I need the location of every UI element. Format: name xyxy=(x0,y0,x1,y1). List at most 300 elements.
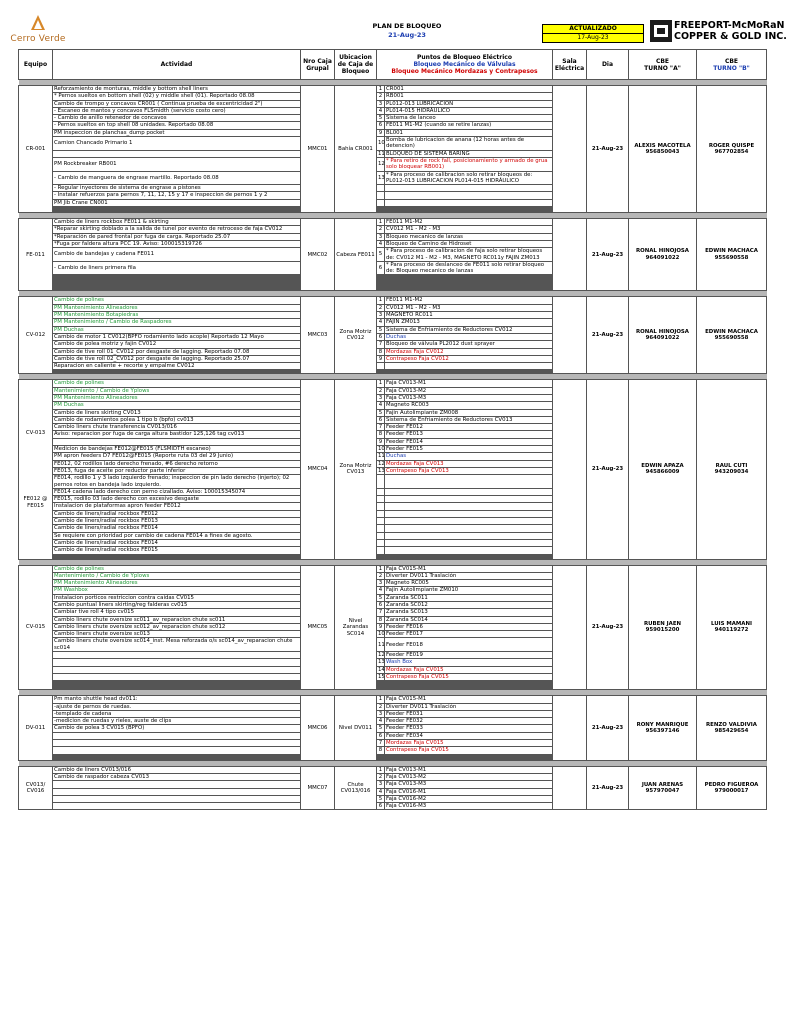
point-number xyxy=(377,532,385,539)
activity-cell: Cambio de raspador cabeza CV013 xyxy=(53,773,301,780)
lockout-table xyxy=(18,49,767,810)
point-number: 12 xyxy=(378,652,385,659)
dia-cell: 21-Aug-23 xyxy=(587,297,629,374)
activity-cell xyxy=(53,803,301,810)
point-number: 5 xyxy=(377,409,385,416)
point-number: 9 xyxy=(377,355,385,362)
cbe-b-cell xyxy=(697,696,767,760)
point-number: 5 xyxy=(377,795,385,802)
cbe-a-name: EDWIN APAZA xyxy=(641,463,684,470)
cbe-a-cell xyxy=(629,297,697,374)
point-number: 15 xyxy=(378,673,385,680)
point-number: 5 xyxy=(377,326,385,333)
point-number: 4 xyxy=(377,587,385,594)
activity-cell: PM Mantenimiento Alineadores xyxy=(53,304,301,311)
point-text xyxy=(385,475,553,489)
point-number: 3 xyxy=(377,312,385,319)
equipo-label: CV-013 xyxy=(25,430,46,436)
point-text: Feeder FE018 xyxy=(385,638,553,652)
activity-cell: Cambio de liners/radial rockbox FE014 xyxy=(53,539,301,546)
activity-cell: Cambio de tive roll 02_CV012 por desgaste de lagging. Reportado 25.07 xyxy=(53,355,301,362)
cbe-b-cell xyxy=(697,297,767,374)
equipo-cell xyxy=(19,565,53,690)
equipo-cell xyxy=(19,219,53,291)
activity-cell: Cambio liners chute oversize sc011_av_reparacion chute sc011 xyxy=(53,616,301,623)
activity-cell: - Instalar refuerzos para pernos 7, 11, 12, 15 y 17 e inspeccion de pernos 1 y 2 xyxy=(53,192,301,199)
point-number: 2 xyxy=(377,387,385,394)
activity-cell: Cambio de tive roll 01_CV012 por desgaste de lagging. Reportado 07.08 xyxy=(53,348,301,355)
spacer xyxy=(20,436,51,496)
freeport-mark-icon xyxy=(650,20,672,42)
point-text: Fajin Autolimpiante ZM010 xyxy=(385,587,553,594)
activity-cell: Cambio liners chute oversize sc012_av_reparacion chute sc012 xyxy=(53,623,301,630)
point-text: Faja CV015-M1 xyxy=(385,696,553,703)
cbe-b-name: RAUL CUTI xyxy=(715,463,748,470)
point-text: Feeder FE014 xyxy=(385,438,553,445)
point-text xyxy=(385,199,553,206)
point-number xyxy=(377,547,385,554)
ubicacion-cell: Zona Motriz CV012 xyxy=(335,297,377,374)
cbe-a-phone: 957970047 xyxy=(645,788,680,795)
col-equipo: Equipo xyxy=(19,50,53,80)
point-number: 9 xyxy=(377,129,385,136)
cbe-b-phone: 955690558 xyxy=(714,335,749,342)
cbe-b-name: PEDRO FIGUEROA xyxy=(704,781,759,788)
col-sala: Sala Eléctrica xyxy=(553,50,587,80)
activity-cell: Pm manto shuttle head dv011: xyxy=(53,696,301,703)
point-text: Diverter DV011 Traslación xyxy=(385,703,553,710)
point-number xyxy=(377,363,385,370)
logo-text: Cerro Verde xyxy=(10,34,66,44)
activity-cell: Cambio de liners CV013/016 xyxy=(53,766,301,773)
point-number xyxy=(377,503,385,510)
cbe-b-cell xyxy=(697,766,767,810)
activity-cell: PM Mantenimiento Alineadores xyxy=(53,580,301,587)
point-text: Feeder FE013 xyxy=(385,431,553,438)
point-number xyxy=(377,539,385,546)
activity-cell: PM Mantenimiento Alineadores xyxy=(53,394,301,401)
point-text xyxy=(385,525,553,532)
col-puntos-title: Puntos de Bloqueo Eléctrico xyxy=(417,54,512,61)
activity-cell: Cambiar tive roll 4 tipo cv015 xyxy=(53,609,301,616)
point-text: Feeder FE033 xyxy=(385,725,553,732)
point-number: 1 xyxy=(377,380,385,387)
point-text: Faja CV013-M1 xyxy=(385,380,553,387)
activity-cell: Instalacion porticos restriccion contra caidas CV015 xyxy=(53,594,301,601)
table-row xyxy=(19,219,767,226)
point-text: Bomba de lubricacion de anana (12 horas antes de detencion) xyxy=(385,137,553,151)
caja-cell: MMC03 xyxy=(301,297,335,374)
point-number: 5 xyxy=(377,725,385,732)
freeport-logo-line1: FREEPORT-McMoRaN xyxy=(674,20,785,31)
point-text: Sistema de lanceo xyxy=(385,115,553,122)
activity-cell xyxy=(53,795,301,802)
cbe-a-cell xyxy=(629,565,697,690)
point-number: 8 xyxy=(377,348,385,355)
activity-cell: PM Mantenimiento / Cambio de Raspadores xyxy=(53,319,301,326)
point-number: 8 xyxy=(377,747,385,754)
point-number xyxy=(377,496,385,503)
activity-cell: -ajuste de pernos de ruedas. xyxy=(53,703,301,710)
point-number: 9 xyxy=(377,623,385,630)
point-number xyxy=(377,518,385,525)
point-number: 2 xyxy=(377,226,385,233)
dia-cell: 21-Aug-23 xyxy=(587,696,629,760)
point-text: Faja CV016-M1 xyxy=(385,788,553,795)
point-number: 7 xyxy=(377,609,385,616)
cbe-a-cell xyxy=(629,766,697,810)
point-number xyxy=(377,192,385,199)
point-number: 5 xyxy=(377,115,385,122)
activity-cell xyxy=(53,652,301,659)
point-number: 4 xyxy=(377,319,385,326)
activity-cell: Cambio de liners/radial rockbox FE012 xyxy=(53,510,301,517)
point-text: Faja CV013-M2 xyxy=(385,773,553,780)
point-text: Fajin Autolimpiante ZM008 xyxy=(385,409,553,416)
col-cbe-b xyxy=(697,50,767,80)
point-text: Faja CV013-M1 xyxy=(385,766,553,773)
point-number xyxy=(377,510,385,517)
point-number: 6 xyxy=(377,122,385,129)
activity-cell: Cambio de liners skirting CV013 xyxy=(53,409,301,416)
activity-cell: Cambio de liners/radial rockbox FE015 xyxy=(53,547,301,554)
cerro-verde-logo xyxy=(8,14,68,44)
activity-cell: PM Duchas xyxy=(53,402,301,409)
activity-cell: Cambio de polea motriz y fajin CV012 xyxy=(53,341,301,348)
point-text: Sistema de Enfriamiento de Reductores CV012 xyxy=(385,326,553,333)
point-number: 7 xyxy=(377,424,385,431)
point-number xyxy=(377,525,385,532)
point-number xyxy=(377,475,385,489)
point-text: FE011 M1-M2 (cuando se retire lanzas) xyxy=(385,122,553,129)
point-text: Feeder FE017 xyxy=(385,631,553,638)
point-text: Mordazas Faja CV013 xyxy=(385,460,553,467)
caja-cell: MMC06 xyxy=(301,696,335,760)
activity-cell: *Reparación de pared frontal por fuga de carga. Reportado 25.07 xyxy=(53,233,301,240)
point-text: Duchas xyxy=(385,453,553,460)
cbe-b-name: EDWIN MACHACA xyxy=(705,329,758,336)
activity-cell: *Fuga por faldera altura PCC 19. Aviso: 100015319726 xyxy=(53,240,301,247)
activity-cell xyxy=(53,781,301,788)
cbe-b-name: ROGER QUISPE xyxy=(708,142,755,149)
point-text: * Para proceso de calibracion solo retirar bloqueos de: PL012-013 LUBRICACION PL014-015 HIDRÁULICO xyxy=(385,171,553,185)
col-puntos-sub2: Bloqueo Mecánico Mordazas y Contrapesos xyxy=(391,68,538,75)
freeport-logo-line2: COPPER & GOLD INC. xyxy=(674,31,787,42)
point-text: Feeder FE016 xyxy=(385,623,553,630)
activity-cell xyxy=(53,150,301,157)
point-text: Diverter DV011 Traslación xyxy=(385,572,553,579)
point-number: 3 xyxy=(377,710,385,717)
activity-cell: Cambio liners chute oversize sc013 xyxy=(53,631,301,638)
activity-cell: -templado de cadena xyxy=(53,710,301,717)
point-text: Bloqueo mecanico de lanzas xyxy=(385,233,553,240)
cbe-b-phone: 943209034 xyxy=(714,469,749,476)
point-number: 3 xyxy=(377,233,385,240)
point-number: 11 xyxy=(378,150,385,157)
activity-cell: PM Mantenimiento Botapiedras xyxy=(53,312,301,319)
point-text: Zaranda SC014 xyxy=(385,616,553,623)
activity-cell: - Regular inyectores de sistema de engrase a pistones xyxy=(53,185,301,192)
activity-cell xyxy=(53,673,301,680)
ubicacion-cell: Bahía CR001 xyxy=(335,86,377,213)
point-text: Contrapeso Faja CV015 xyxy=(385,747,553,754)
cbe-a-cell xyxy=(629,86,697,213)
point-number: 14 xyxy=(378,666,385,673)
point-text: * Para retiro de rock fall, posicionamiento y armado de grua solo bloquear RB001) xyxy=(385,157,553,171)
equipo-label: CV013/ CV016 xyxy=(25,781,46,795)
point-number: 1 xyxy=(377,766,385,773)
point-text: RB001 xyxy=(385,93,553,100)
activity-cell: Cambio de polines xyxy=(53,297,301,304)
point-text xyxy=(385,503,553,510)
point-text: Faja CV013-M3 xyxy=(385,394,553,401)
caja-cell: MMC04 xyxy=(301,380,335,559)
cbe-a-phone: 964091022 xyxy=(645,335,680,342)
activity-cell: Cambio de bandejas y cadena FE011 xyxy=(53,248,301,262)
table-row xyxy=(19,86,767,93)
point-text: BLOQUEO DE SISTEMA BARING xyxy=(385,150,553,157)
point-text xyxy=(385,496,553,503)
col-puntos-sub1: Bloqueo Mecánico de Válvulas xyxy=(413,61,516,68)
equipo-cell xyxy=(19,766,53,810)
point-number: 10 xyxy=(378,631,385,638)
point-number: 4 xyxy=(377,788,385,795)
activity-cell xyxy=(53,666,301,673)
activity-cell: PM apron feeders D7 FE012@FE015 (Reporte ruta 03 del 29 Junio) xyxy=(53,453,301,460)
dia-cell: 21-Aug-23 xyxy=(587,380,629,559)
activity-cell: Cambio de motor 1 CV012(BPFO rodamiento lado acople) Reportado 12 Mayo xyxy=(53,333,301,340)
point-number xyxy=(377,488,385,495)
equipo-label: FE-011 xyxy=(26,251,45,258)
point-number: 1 xyxy=(377,696,385,703)
activity-cell: PM inspeccion de planchas_dump pocket xyxy=(53,129,301,136)
dia-cell: 21-Aug-23 xyxy=(587,766,629,810)
point-text: * Para proceso de deslanceo de FE011 solo retirar bloqueo de: Bloqueo mecanico de lanzas xyxy=(385,261,553,275)
dia-cell: 21-Aug-23 xyxy=(587,219,629,291)
activity-cell: PM Washbox xyxy=(53,587,301,594)
cbe-b-name: LUIS MAMANI xyxy=(711,621,752,628)
point-text: Faja CV013-M2 xyxy=(385,387,553,394)
point-number xyxy=(377,185,385,192)
point-number: 7 xyxy=(377,740,385,747)
activity-cell: Cambio de trompo y concavos CR001 ( Continua prueba de excentricidad 2") xyxy=(53,100,301,107)
point-text: CR001 xyxy=(385,86,553,93)
cbe-b-phone: 955690558 xyxy=(714,254,749,261)
point-number: 4 xyxy=(377,402,385,409)
point-text: Feeder FE031 xyxy=(385,710,553,717)
point-number: 2 xyxy=(377,304,385,311)
point-text: Feeder FE034 xyxy=(385,732,553,739)
point-number: 11 xyxy=(378,453,385,460)
point-text: Duchas xyxy=(385,333,553,340)
col-ubicacion: Ubicacion de Caja de Bloqueo xyxy=(335,50,377,80)
cbe-a-cell xyxy=(629,696,697,760)
plan-title-block xyxy=(362,22,452,40)
sala-cell xyxy=(553,219,587,291)
point-text: MAGNETO RC011 xyxy=(385,312,553,319)
col-puntos xyxy=(377,50,553,80)
point-text xyxy=(385,488,553,495)
point-text xyxy=(385,518,553,525)
point-number: 4 xyxy=(377,107,385,114)
updated-label: ACTUALIZADO xyxy=(543,25,643,34)
col-cbe-b-label: CBE xyxy=(724,57,739,65)
caja-cell: MMC01 xyxy=(301,86,335,213)
activity-cell: * Pernos sueltos en bottom shell (02) y middle shell (01). Reportado 08.08 xyxy=(53,93,301,100)
activity-cell: Cambio de polines xyxy=(53,380,301,387)
point-number: 6 xyxy=(377,803,385,810)
ubicacion-cell: Zona Motriz CV013 xyxy=(335,380,377,559)
equipo-label-2: FE012 @ FE015 xyxy=(23,496,48,509)
point-text: Bloqueo de Camino de Hidroset xyxy=(385,240,553,247)
activity-cell: Cambio de rodamientos polea 1 tipo b (bpfo) cv013 xyxy=(53,416,301,423)
activity-cell: FE013, fuga de aceite por reductor parte inferior xyxy=(53,467,301,474)
col-turno-b-label: TURNO "B" xyxy=(713,64,750,72)
point-text: Zaranda SC011 xyxy=(385,594,553,601)
activity-cell: Instalacion de plataformas apron feeder FE012 xyxy=(53,503,301,510)
cbe-a-phone: 956397146 xyxy=(645,727,680,734)
activity-cell: - Cambio de manguera de engrase martillo. Reportado 08.08 xyxy=(53,171,301,185)
activity-cell: *Reparar skirting doblado a la salida de tunel por evento de retroceso de faja CV012 xyxy=(53,226,301,233)
activity-cell xyxy=(53,732,301,739)
point-text: Contrapeso Faja CV015 xyxy=(385,673,553,680)
activity-cell: Aviso: reparacion por fuga de carga altura bastidor 125,126 tag cv013 xyxy=(53,431,301,438)
cbe-b-name: RENZO VALDIVIA xyxy=(706,721,757,728)
sala-cell xyxy=(553,297,587,374)
point-number: 9 xyxy=(377,438,385,445)
point-number: 2 xyxy=(377,773,385,780)
point-text: Zaranda SC013 xyxy=(385,609,553,616)
point-number: 6 xyxy=(377,333,385,340)
activity-cell: Cambio puntual liners skirting/reg falderas cv015 xyxy=(53,602,301,609)
cbe-b-cell xyxy=(697,380,767,559)
point-text: PL014-015 HIDRÁULICO xyxy=(385,107,553,114)
plan-date: 21-Aug-23 xyxy=(388,31,426,39)
point-number: 2 xyxy=(377,703,385,710)
equipo-label: DV-011 xyxy=(25,724,46,731)
point-text: Faja CV016-M2 xyxy=(385,795,553,802)
updated-date: 17-Aug-23 xyxy=(543,34,643,42)
activity-cell xyxy=(53,740,301,747)
activity-cell: Mantenimiento / Cambio de Yplows xyxy=(53,572,301,579)
activity-cell: Se requiere con prioridad por cambio de cadena FE014 a fines de agosto. xyxy=(53,532,301,539)
point-text: Faja CV016-M3 xyxy=(385,803,553,810)
point-number: 3 xyxy=(377,781,385,788)
point-text: Feeder FE015 xyxy=(385,446,553,453)
equipo-label: CR-001 xyxy=(25,145,46,152)
point-text: Sistema de Enfriamiento de Reductores CV013 xyxy=(385,416,553,423)
point-number: 4 xyxy=(377,240,385,247)
activity-cell: - Cambio de liners primera fila xyxy=(53,261,301,275)
activity-cell xyxy=(53,788,301,795)
point-text xyxy=(385,185,553,192)
activity-cell: Mantenimiento / Cambio de Yplows xyxy=(53,387,301,394)
point-text: Mordazas Faja CV015 xyxy=(385,740,553,747)
col-dia: Dia xyxy=(587,50,629,80)
page-title: PLAN DE BLOQUEO xyxy=(372,22,442,30)
point-text: FE011 M1-M2 xyxy=(385,219,553,226)
point-number: 5 xyxy=(377,248,385,262)
sala-cell xyxy=(553,766,587,810)
point-number: 2 xyxy=(377,93,385,100)
activity-cell: FE014 cadena lado derecho con perno cizallado. Aviso: 100015345074 xyxy=(53,488,301,495)
activity-cell xyxy=(53,659,301,666)
point-text: Bloqueo de válvula PL2012 dust sprayer xyxy=(385,341,553,348)
point-number: 2 xyxy=(377,572,385,579)
point-number: 6 xyxy=(377,416,385,423)
equipo-cell xyxy=(19,380,53,559)
point-text: CV012 M1 - M2 - M3 xyxy=(385,226,553,233)
activity-cell: Cambio de liners rockbox FE011 & skirting xyxy=(53,219,301,226)
cbe-a-name: JUAN ARENAS xyxy=(641,781,684,788)
equipo-label: CV-015 xyxy=(25,624,46,631)
cbe-a-name: RONY MANRIQUE xyxy=(636,721,689,728)
point-text xyxy=(385,192,553,199)
point-text xyxy=(385,363,553,370)
activity-cell: Cambio liners chute transferencia CV013/016 xyxy=(53,424,301,431)
activity-cell: FE015, rodillo 03 lado derecho con excesivo desgaste xyxy=(53,496,301,503)
activity-cell: PM Rockbreaker RB001 xyxy=(53,157,301,171)
activity-cell: Cambio liners chute oversize sc014_inst. Mesa reforzada o/s sc014_av_reparacion chute sc014 xyxy=(53,638,301,652)
point-text xyxy=(385,510,553,517)
cbe-a-phone: 956850043 xyxy=(645,149,680,156)
point-number: 12 xyxy=(378,460,385,467)
point-text: Contrapeso Faja CV012 xyxy=(385,355,553,362)
dia-cell: 21-Aug-23 xyxy=(587,565,629,690)
point-number: 10 xyxy=(378,446,385,453)
point-text: Magneto RC003 xyxy=(385,402,553,409)
point-text: * Para proceso de calibracion de faja solo retirar bloqueos de: CV012 M1 - M2 - M3, MAGNETO RC011y FAJIN ZM013 xyxy=(385,248,553,262)
cbe-b-cell xyxy=(697,219,767,291)
cbe-a-name: RONAL HINOJOSA xyxy=(636,329,689,336)
col-cbe-a-label: CBE xyxy=(655,57,670,65)
cbe-a-phone: 964091022 xyxy=(645,254,680,261)
activity-cell: PM Jib Crane CN001 xyxy=(53,199,301,206)
table-row xyxy=(19,696,767,703)
point-number: 6 xyxy=(377,602,385,609)
col-caja: Nro Caja Grupal xyxy=(301,50,335,80)
equipo-cell xyxy=(19,696,53,760)
ubicacion-cell: Nivel Zarandas SC014 xyxy=(335,565,377,690)
point-number: 8 xyxy=(377,616,385,623)
point-number: 13 xyxy=(378,659,385,666)
point-number: 6 xyxy=(377,732,385,739)
point-text: Contrapeso Faja CV013 xyxy=(385,467,553,474)
cbe-a-cell xyxy=(629,380,697,559)
point-number: 6 xyxy=(377,261,385,275)
cbe-a-name: RONAL HINOJOSA xyxy=(636,248,689,255)
point-text: FAJIN ZM013 xyxy=(385,319,553,326)
point-number: 1 xyxy=(377,565,385,572)
cbe-a-phone: 945866009 xyxy=(645,469,680,476)
point-number: 1 xyxy=(377,219,385,226)
point-number: 10 xyxy=(377,137,385,151)
cbe-b-phone: 979000017 xyxy=(714,788,749,795)
activity-cell: Cambio de polea 3 CV015 (BPFO) xyxy=(53,725,301,732)
activity-cell: - Pernos sueltos en top shell 08 unidades. Reportado 08.08 xyxy=(53,122,301,129)
col-actividad: Actividad xyxy=(53,50,301,80)
cbe-a-cell xyxy=(629,219,697,291)
point-text: PL012-013 LUBRICACION xyxy=(385,100,553,107)
point-number: 7 xyxy=(377,341,385,348)
point-text: CV012 M1 - M2 - M3 xyxy=(385,304,553,311)
cbe-b-name: EDWIN MACHACA xyxy=(705,248,758,255)
sala-cell xyxy=(553,380,587,559)
point-number: 12 xyxy=(377,157,385,171)
point-text: Feeder FE019 xyxy=(385,652,553,659)
point-number: 3 xyxy=(377,580,385,587)
activity-cell xyxy=(53,438,301,445)
